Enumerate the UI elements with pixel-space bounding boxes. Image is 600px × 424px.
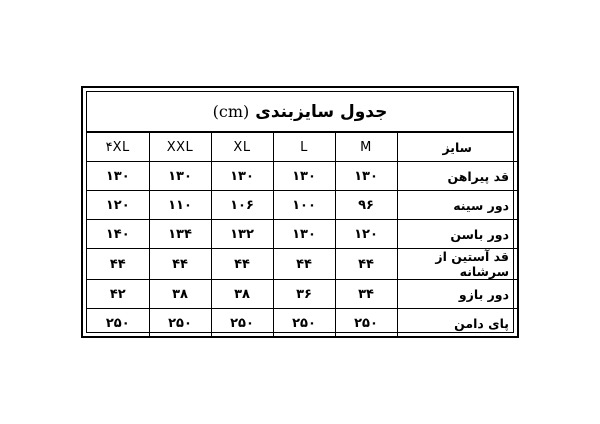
size-chart-inner-border [86, 91, 514, 333]
table-row [87, 309, 517, 338]
table-cell: ۴۴ [335, 249, 397, 280]
size-header-cell: XXL [149, 133, 211, 162]
size-header-cell: L [273, 133, 335, 162]
table-cell: ۲۵۰ [87, 309, 149, 338]
size-chart-title: جدول سایزبندی [255, 101, 388, 122]
size-header-label: سایز [397, 133, 517, 162]
row-label: قد آستین از سرشانه [397, 249, 517, 280]
table-cell: ۲۵۰ [335, 309, 397, 338]
table-cell: ۳۴ [335, 280, 397, 309]
table-cell: ۲۵۰ [273, 309, 335, 338]
table-cell: ۱۳۰ [87, 162, 149, 191]
row-label: دور باسن [397, 220, 517, 249]
size-chart-unit: (cm) [212, 102, 250, 121]
table-cell: ۱۲۰ [335, 220, 397, 249]
size-header-cell: M [335, 133, 397, 162]
table-cell: ۲۵۰ [211, 309, 273, 338]
table-cell: ۴۴ [273, 249, 335, 280]
table-row [87, 280, 517, 309]
table-cell: ۱۳۰ [211, 162, 273, 191]
table-cell: ۴۴ [149, 249, 211, 280]
size-header-cell: ۴XL [87, 133, 149, 162]
row-label: دور بازو [397, 280, 517, 309]
table-cell: ۲۵۰ [149, 309, 211, 338]
table-cell: ۱۳۰ [273, 162, 335, 191]
table-cell: ۱۱۰ [149, 191, 211, 220]
size-header-row [87, 133, 517, 162]
table-cell: ۳۸ [211, 280, 273, 309]
table-cell: ۱۰۶ [211, 191, 273, 220]
table-cell: ۱۳۰ [335, 162, 397, 191]
table-row [87, 162, 517, 191]
table-cell: ۱۳۲ [211, 220, 273, 249]
size-header-cell: XL [211, 133, 273, 162]
table-cell: ۱۴۰ [87, 220, 149, 249]
table-row [87, 191, 517, 220]
row-label: پای دامن [397, 309, 517, 338]
size-chart-title-row [87, 92, 513, 133]
table-cell: ۳۶ [273, 280, 335, 309]
table-row [87, 249, 517, 280]
size-table [87, 133, 517, 337]
table-cell: ۱۰۰ [273, 191, 335, 220]
row-label: دور سینه [397, 191, 517, 220]
table-cell: ۳۸ [149, 280, 211, 309]
table-cell: ۱۳۰ [149, 162, 211, 191]
table-cell: ۱۳۴ [149, 220, 211, 249]
table-cell: ۱۳۰ [273, 220, 335, 249]
table-cell: ۴۴ [87, 249, 149, 280]
table-cell: ۴۴ [211, 249, 273, 280]
table-row [87, 220, 517, 249]
row-label: قد پیراهن [397, 162, 517, 191]
size-chart-frame [81, 86, 519, 338]
table-cell: ۴۲ [87, 280, 149, 309]
table-cell: ۹۶ [335, 191, 397, 220]
table-cell: ۱۲۰ [87, 191, 149, 220]
